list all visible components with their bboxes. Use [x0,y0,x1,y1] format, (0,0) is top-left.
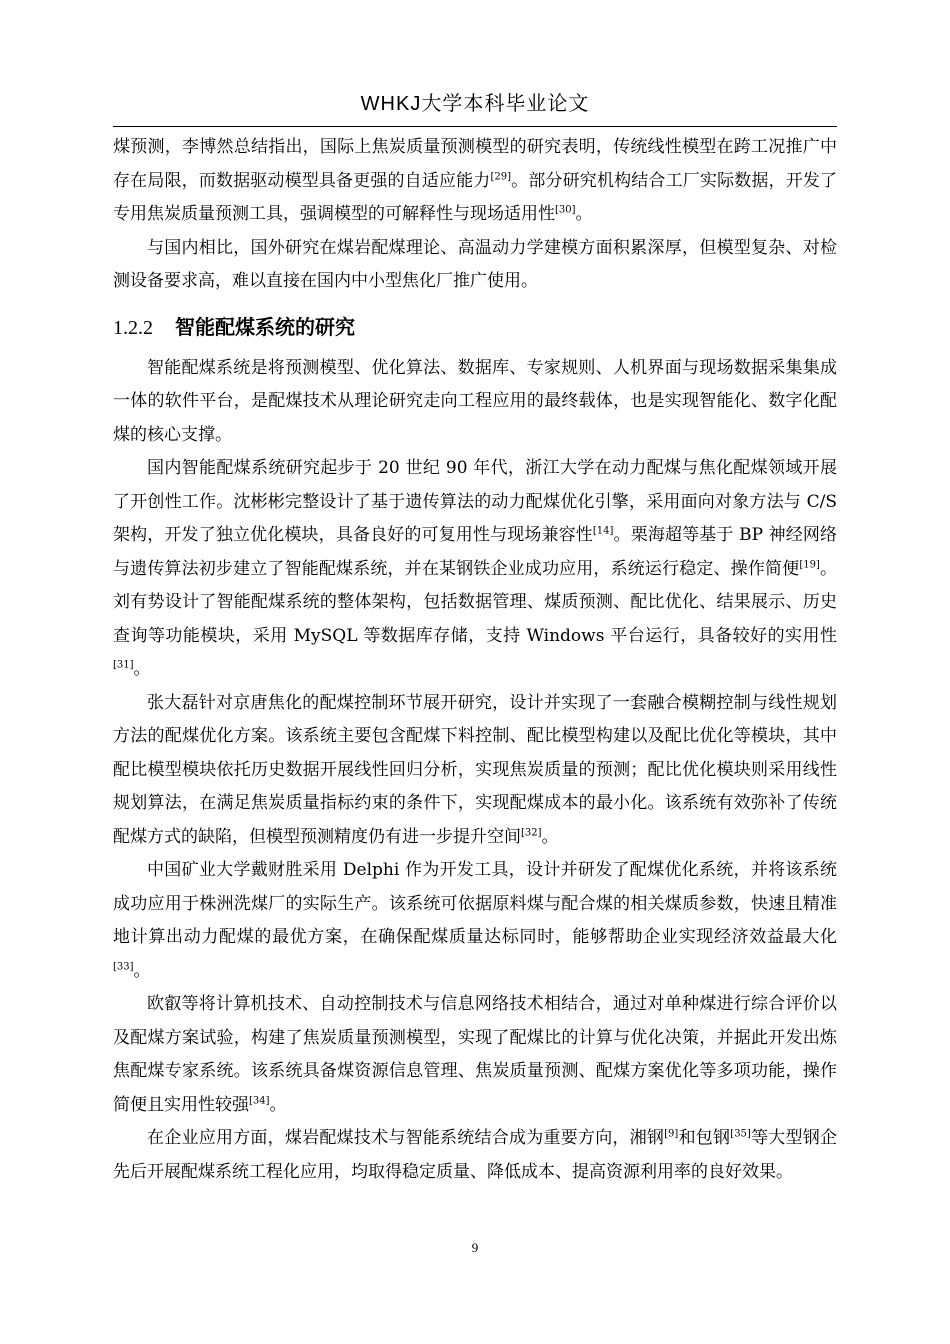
paragraph: 与国内相比，国外研究在煤岩配煤理论、高温动力学建模方面积累深厚，但模型复杂、对检测设备要求高，难以直接在国内中小型焦化厂推广使用。 [113,237,837,291]
citation-marker: [34] [249,1094,270,1106]
section-number: 1.2.2 [113,316,153,339]
paragraph: 张大磊针对京唐焦化的配煤控制环节展开研究，设计并实现了一套融合模糊控制与线性规划方法的配煤优化方案。该系统主要包含配煤下料控制、配比模型构建以及配比优化等模块，其中配比模型模块依托历史数据开展线性回归分析，实现焦炭质量的预测；配比优化模块则采用线性规划算法，在满足焦炭质量指标约束的条件下，实现配煤成本的最小化。该系统有效弥补了传统配煤方式的缺陷，但模型预测精度仍有进一步提升空间[32]。 [113,692,837,847]
paragraph: 中国矿业大学戴财胜采用 Delphi 作为开发工具，设计并研发了配煤优化系统，并将该系统成功应用于株洲洗煤厂的实际生产。该系统可依据原料煤与配合煤的相关煤质参数，快速且精准地计算出动力配煤的最优方案，在确保配煤质量达标同时，能够帮助企业实现经济效益最大化[33]。 [113,860,837,981]
paragraph: 国内智能配煤系统研究起步于 20 世纪 90 年代，浙江大学在动力配煤与焦化配煤领域开展了开创性工作。沈彬彬完整设计了基于遗传算法的动力配煤优化引擎，采用面向对象方法与 C/S 架构，开发了独立优化模块，具备良好的可复用性与现场兼容性[14]。栗海超等基于 BP 神经网络与遗传算法初步建立了智能配煤系统，并在某钢铁企业成功应用，系统运行稳定、操作简便[19]。刘有势设计了智能配煤系统的整体架构，包括数据管理、煤质预测、配比优化、结果展示、历史查询等功能模块，采用 MySQL 等数据库存储，支持 Windows 平台运行，具备较好的实用性[31]。 [113,458,838,679]
header-divider [113,126,837,127]
page-number: 9 [471,1240,479,1255]
citation-marker: [33] [113,960,134,972]
citation-marker: [32] [521,826,542,838]
citation-marker: [9] [664,1128,679,1140]
citation-marker: [35] [730,1128,751,1140]
body-text [113,131,837,1189]
citation-marker: [14] [592,525,614,537]
paragraph: 欧叡等将计算机技术、自动控制技术与信息网络技术相结合，通过对单种煤进行综合评价以及配煤方案试验，构建了焦炭质量预测模型，实现了配煤比的计算与优化决策，并据此开发出炼焦配煤专家系统。该系统具备煤资源信息管理、焦炭质量预测、配煤方案优化等多项功能，操作简便且实用性较强[34]。 [113,994,837,1115]
citation-marker: [29] [490,170,512,182]
paragraph: 在企业应用方面，煤岩配煤技术与智能系统结合成为重要方向，湘钢[9]和包钢[35]等大型钢企先后开展配煤系统工程化应用，均取得稳定质量、降低成本、提高资源利用率的良好效果。 [113,1128,838,1182]
paragraph-continued: 煤预测，李博然总结指出，国际上焦炭质量预测模型的研究表明，传统线性模型在跨工况推广中存在局限，而数据驱动模型具备更强的自适应能力[29]。部分研究机构结合工厂实际数据，开发了专用焦炭质量预测工具，强调模型的可解释性与现场适用性[30]。 [113,137,838,224]
section-title: 智能配煤系统的研究 [175,314,355,339]
citation-marker: [19] [799,558,820,570]
paragraph: 智能配煤系统是将预测模型、优化算法、数据库、专家规则、人机界面与现场数据采集集成一体的软件平台，是配煤技术从理论研究走向工程应用的最终载体，也是实现智能化、数字化配煤的核心支撑。 [113,357,837,445]
citation-marker: [30] [555,204,576,216]
running-header: WHKJ大学本科毕业论文 [360,93,590,115]
section-heading [113,310,837,345]
citation-marker: [31] [113,659,134,671]
